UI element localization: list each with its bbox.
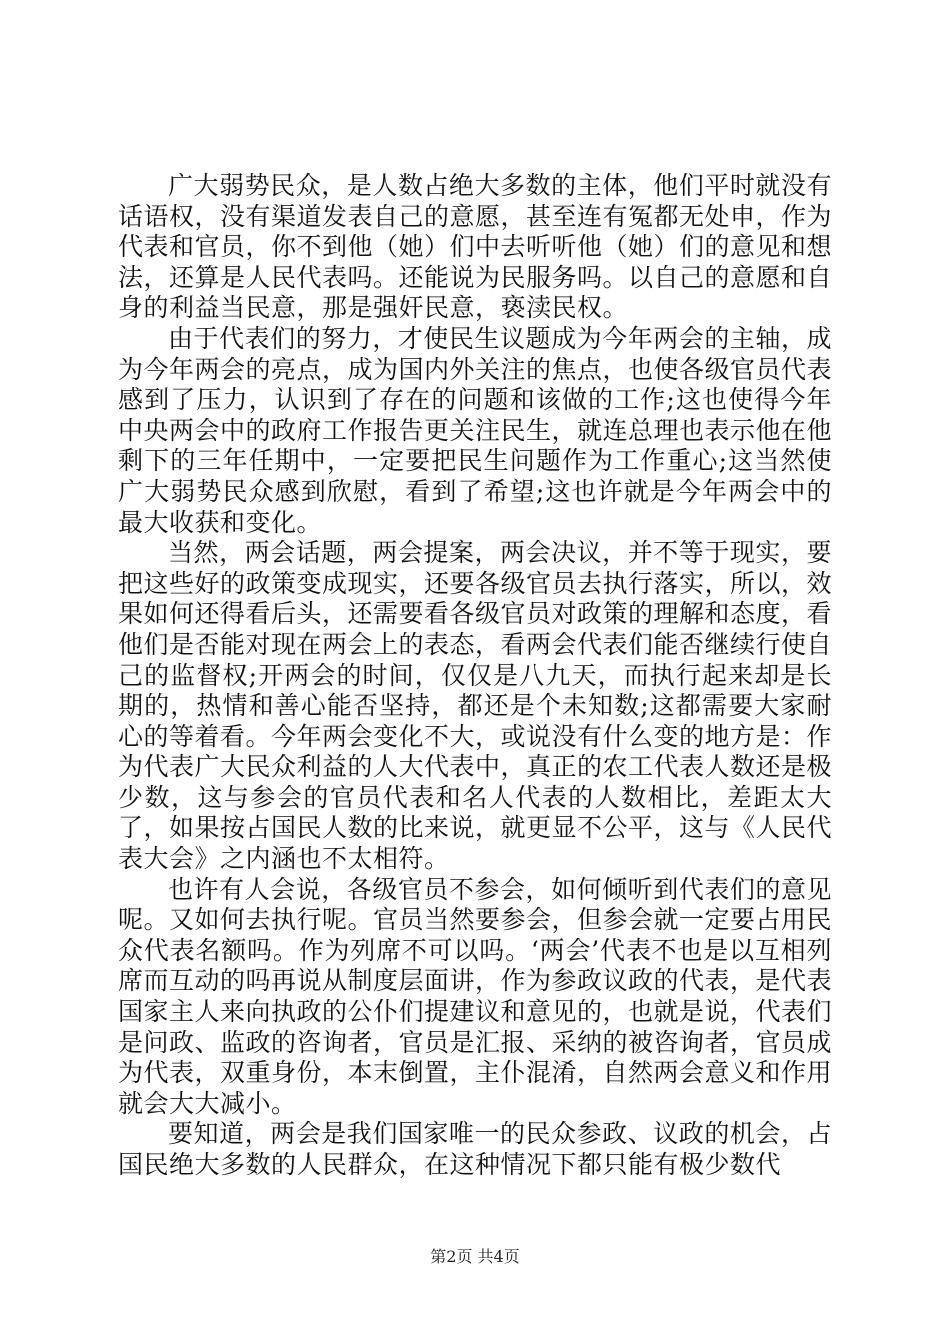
document-body [118,171,832,1181]
paragraph-3: 当然，两会话题，两会提案，两会决议，并不等于现实，要把这些好的政策变成现实，还要各级官员去执行落实，所以，效果如何还得看后头，还需要看各级官员对政策的理解和态度，看他们是否能对现在两会上的表态，看两会代表们能否继续行使自己的监督权;开两会的时间，仅仅是八九天，而执行起来却是长期的，热情和善心能否坚持，都还是个未知数;这都需要大家耐心的等着看。今年两会变化不大，或说没有什么变的地方是：作为代表广大民众利益的人大代表中，真正的农工代表人数还是极少数，这与参会的官员代表和名人代表的人数相比，差距太大了，如果按占国民人数的比来说，就更显不公平，这与《人民代表大会》之内涵也不太相符。 [118,538,833,874]
paragraph-2: 由于代表们的努力，才使民生议题成为今年两会的主轴，成为今年两会的亮点，成为国内外关注的焦点，也使各级官员代表感到了压力，认识到了存在的问题和该做的工作;这也使得今年中央两会中的政府工作报告更关注民生，就连总理也表示他在他剩下的三年任期中，一定要把民生问题作为工作重心;这当然使广大弱势民众感到欣慰，看到了希望;这也许就是今年两会中的最大收获和变化。 [118,323,833,537]
page-number-footer: 第2页 共4页 [430,1247,520,1266]
paragraph-4: 也许有人会说，各级官员不参会，如何倾听到代表们的意见呢。又如何去执行呢。官员当然要参会，但参会就一定要占用民众代表名额吗。作为列席不可以吗。‘两会’代表不也是以互相列席而互动的吗再说从制度层面讲，作为参政议政的代表，是代表国家主人来向执政的公仆们提建议和意见的，也就是说，代表们是问政、监政的咨询者，官员是汇报、采纳的被咨询者，官员成为代表，双重身份，本末倒置，主仆混淆，自然两会意义和作用就会大大减小。 [118,874,833,1118]
paragraph-1: 广大弱势民众，是人数占绝大多数的主体，他们平时就没有话语权，没有渠道发表自己的意愿，甚至连有冤都无处申，作为代表和官员，你不到他（她）们中去听听他（她）们的意见和想法，还算是人民代表吗。还能说为民服务吗。以自己的意愿和自身的利益当民意，那是强奸民意，亵渎民权。 [118,171,833,323]
paragraph-5: 要知道，两会是我们国家唯一的民众参政、议政的机会，占国民绝大多数的人民群众，在这种情况下都只能有极少数代 [118,1119,832,1179]
